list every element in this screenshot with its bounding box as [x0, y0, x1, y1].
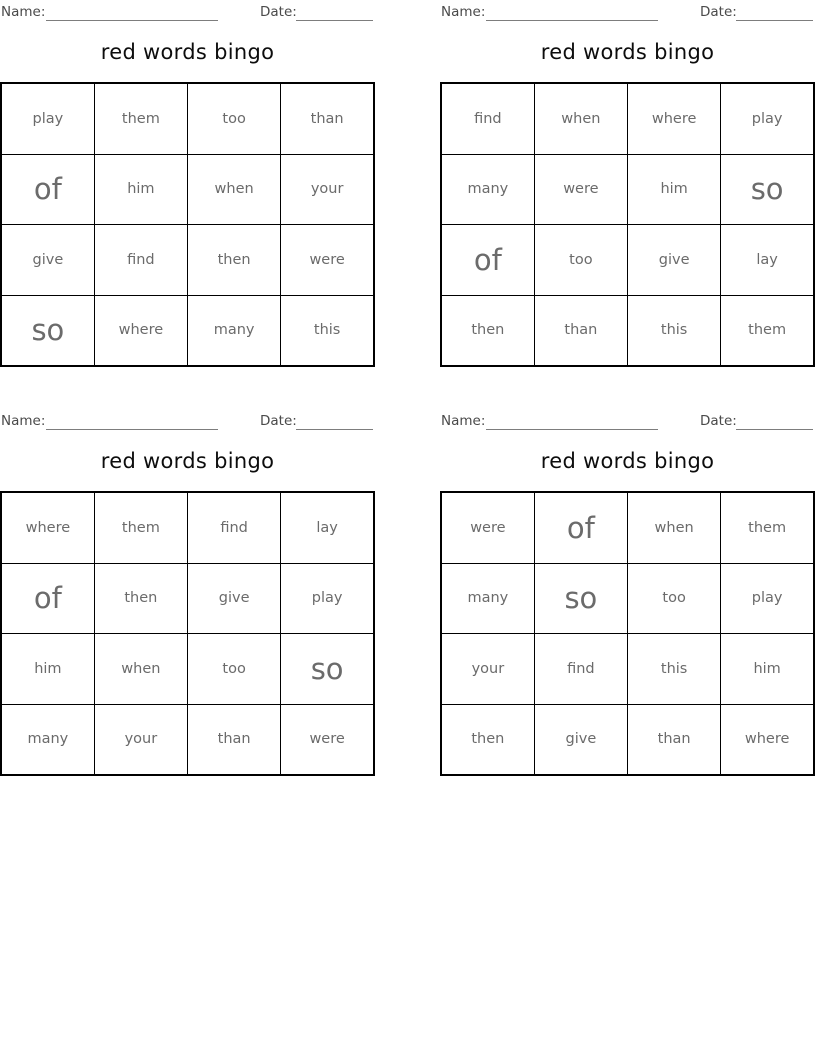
bingo-cell: many: [441, 563, 534, 634]
table-row: [1, 704, 374, 775]
bingo-cell: then: [94, 563, 187, 634]
bingo-cell: where: [1, 492, 94, 563]
table-row: [441, 704, 814, 775]
bingo-cell: play: [721, 83, 814, 154]
table-row: [441, 492, 814, 563]
bingo-cell: your: [94, 704, 187, 775]
bingo-cell: than: [281, 83, 374, 154]
bingo-cell: this: [281, 295, 374, 366]
name-underline: [46, 415, 218, 430]
bingo-cell: when: [628, 492, 721, 563]
bingo-cell: them: [94, 83, 187, 154]
bingo-cell: then: [441, 295, 534, 366]
table-row: [1, 83, 374, 154]
bingo-cell: this: [628, 295, 721, 366]
date-label: Date:: [260, 4, 297, 20]
bingo-cell: too: [628, 563, 721, 634]
date-underline: [736, 415, 813, 430]
bingo-cell: so: [534, 563, 627, 634]
card-header: [0, 4, 376, 22]
table-row: [1, 492, 374, 563]
card-title: red words bingo: [100, 449, 275, 473]
bingo-card: [440, 4, 816, 364]
bingo-cell: than: [188, 704, 281, 775]
bingo-cell: him: [1, 634, 94, 705]
bingo-cell: of: [1, 154, 94, 225]
date-underline: [736, 6, 813, 21]
bingo-cell: when: [188, 154, 281, 225]
bingo-cell: give: [188, 563, 281, 634]
bingo-cell: so: [1, 295, 94, 366]
bingo-grid: [0, 491, 375, 776]
bingo-cell: give: [1, 225, 94, 296]
bingo-card: [440, 413, 816, 773]
bingo-cell: play: [721, 563, 814, 634]
card-header: [0, 413, 376, 431]
card-title: red words bingo: [540, 449, 715, 473]
bingo-cell: find: [188, 492, 281, 563]
card-header: [440, 413, 816, 431]
card-header: [440, 4, 816, 22]
date-underline: [296, 6, 373, 21]
bingo-cell: give: [628, 225, 721, 296]
bingo-cell: so: [281, 634, 374, 705]
bingo-cell: were: [281, 225, 374, 296]
bingo-cell: of: [441, 225, 534, 296]
bingo-cell: then: [441, 704, 534, 775]
bingo-cell: than: [534, 295, 627, 366]
bingo-grid: [0, 82, 375, 367]
table-row: [1, 154, 374, 225]
table-row: [441, 83, 814, 154]
bingo-grid: [440, 491, 815, 776]
bingo-grid: [440, 82, 815, 367]
date-label: Date:: [700, 413, 737, 429]
bingo-cell: many: [441, 154, 534, 225]
bingo-cell: then: [188, 225, 281, 296]
table-row: [441, 563, 814, 634]
bingo-cell: give: [534, 704, 627, 775]
name-label: Name:: [441, 4, 486, 20]
bingo-cell: find: [94, 225, 187, 296]
bingo-cell: many: [1, 704, 94, 775]
bingo-cell: too: [188, 83, 281, 154]
bingo-cell: this: [628, 634, 721, 705]
bingo-cell: find: [441, 83, 534, 154]
table-row: [441, 634, 814, 705]
bingo-cell: when: [534, 83, 627, 154]
bingo-cell: them: [721, 492, 814, 563]
table-row: [441, 225, 814, 296]
bingo-cell: too: [188, 634, 281, 705]
name-label: Name:: [441, 413, 486, 429]
bingo-card: [0, 413, 376, 773]
bingo-cell: lay: [721, 225, 814, 296]
bingo-cell: them: [94, 492, 187, 563]
bingo-cell: play: [1, 83, 94, 154]
bingo-cell: where: [94, 295, 187, 366]
bingo-cell: them: [721, 295, 814, 366]
date-underline: [296, 415, 373, 430]
name-underline: [46, 6, 218, 21]
bingo-cell: were: [441, 492, 534, 563]
name-label: Name:: [1, 413, 46, 429]
bingo-cell: lay: [281, 492, 374, 563]
bingo-cell: your: [441, 634, 534, 705]
bingo-cell: him: [721, 634, 814, 705]
bingo-cell: too: [534, 225, 627, 296]
card-title: red words bingo: [100, 40, 275, 64]
name-underline: [486, 415, 658, 430]
table-row: [1, 295, 374, 366]
bingo-cell: than: [628, 704, 721, 775]
name-underline: [486, 6, 658, 21]
date-label: Date:: [260, 413, 297, 429]
bingo-cell: him: [628, 154, 721, 225]
bingo-cell: where: [721, 704, 814, 775]
bingo-cell: of: [1, 563, 94, 634]
bingo-cell: play: [281, 563, 374, 634]
table-row: [1, 634, 374, 705]
bingo-cell: so: [721, 154, 814, 225]
bingo-cell: of: [534, 492, 627, 563]
table-row: [1, 563, 374, 634]
table-row: [441, 295, 814, 366]
card-title: red words bingo: [540, 40, 715, 64]
table-row: [1, 225, 374, 296]
date-label: Date:: [700, 4, 737, 20]
bingo-cell: were: [534, 154, 627, 225]
table-row: [441, 154, 814, 225]
bingo-cell: when: [94, 634, 187, 705]
bingo-cell: where: [628, 83, 721, 154]
bingo-cell: many: [188, 295, 281, 366]
bingo-cell: him: [94, 154, 187, 225]
name-label: Name:: [1, 4, 46, 20]
bingo-cell: your: [281, 154, 374, 225]
bingo-card: [0, 4, 376, 364]
bingo-cell: were: [281, 704, 374, 775]
bingo-cell: find: [534, 634, 627, 705]
